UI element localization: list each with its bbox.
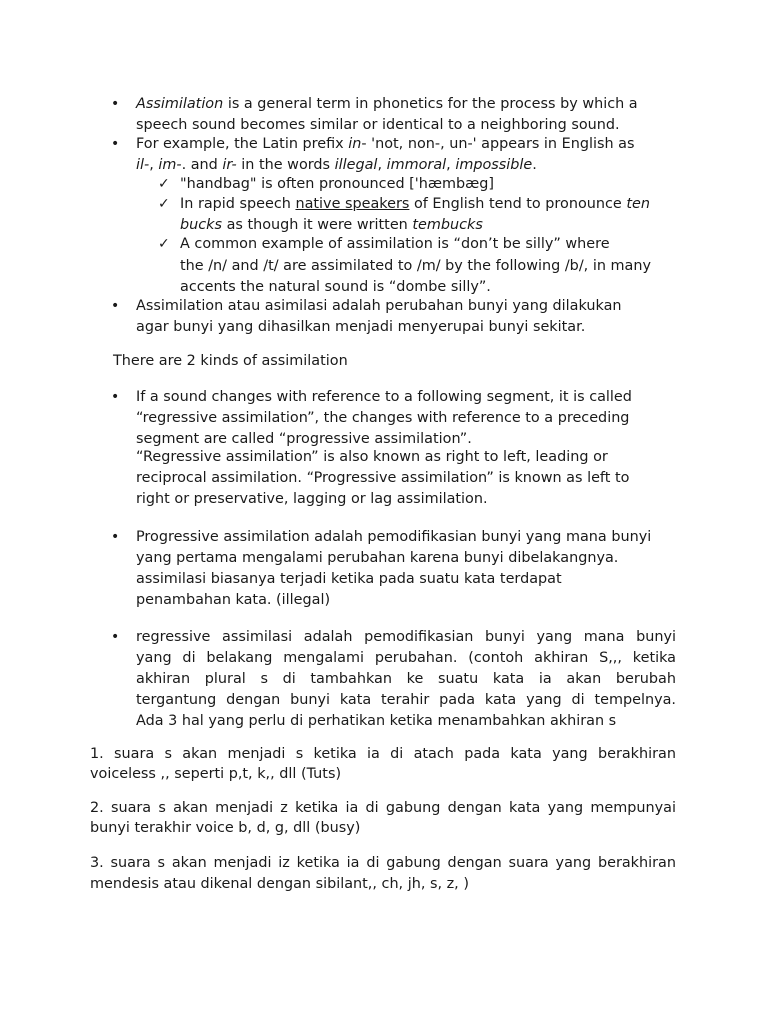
bullet-4-line-5: reciprocal assimilation. “Progressive assimilation” is known as left to bbox=[136, 470, 630, 486]
bullet-marker: • bbox=[111, 629, 120, 645]
bullet-4-line-4: “Regressive assimilation” is also known as right to left, leading or bbox=[136, 449, 608, 465]
bullet-marker: • bbox=[111, 96, 120, 112]
bullet-4-line-6: right or preservative, lagging or lag assimilation. bbox=[136, 491, 488, 507]
check-item-2-line-1: In rapid speech native speakers of English tend to pronounce ten bbox=[180, 196, 650, 212]
bullet-marker: • bbox=[111, 136, 120, 152]
bullet-4-line-3: segment are called “progressive assimilation”. bbox=[136, 431, 472, 447]
kinds-paragraph: There are 2 kinds of assimilation bbox=[113, 353, 348, 369]
numbered-3-line-1: 3. suara s akan menjadi iz ketika ia di gabung dengan suara yang berakhiran bbox=[90, 855, 676, 871]
check-icon: ✓ bbox=[158, 176, 170, 192]
numbered-1-line-1: 1. suara s akan menjadi s ketika ia di atach pada kata yang berakhiran bbox=[90, 746, 676, 762]
bullet-6-line-3: akhiran plural s di tambahkan ke suatu kata ia akan berubah bbox=[136, 671, 676, 687]
bullet-5-line-1: Progressive assimilation adalah pemodifikasian bunyi yang mana bunyi bbox=[136, 529, 652, 545]
numbered-1-line-2: voiceless ,, seperti p,t, k,, dll (Tuts) bbox=[90, 766, 342, 782]
bullet-2-line-2: il-, im-. and ir- in the words illegal, immoral, impossible. bbox=[136, 157, 537, 173]
bullet-marker: • bbox=[111, 298, 120, 314]
check-item-3-line-1: A common example of assimilation is “don’t be silly” where bbox=[180, 236, 610, 252]
check-item-3-line-3: accents the natural sound is “dombe silly”. bbox=[180, 279, 491, 295]
bullet-1-line-1: Assimilation is a general term in phonetics for the process by which a bbox=[136, 96, 638, 112]
check-icon: ✓ bbox=[158, 196, 170, 212]
bullet-2-line-1: For example, the Latin prefix in- 'not, non-, un-' appears in English as bbox=[136, 136, 635, 152]
numbered-3-line-2: mendesis atau dikenal dengan sibilant,, ch, jh, s, z, ) bbox=[90, 876, 469, 892]
bullet-marker: • bbox=[111, 389, 120, 405]
bullet-4-line-1: If a sound changes with reference to a following segment, it is called bbox=[136, 389, 632, 405]
term-assimilation: Assimilation bbox=[136, 96, 224, 112]
bullet-5-line-2: yang pertama mengalami perubahan karena bunyi dibelakangnya. bbox=[136, 550, 619, 566]
bullet-4-line-2: “regressive assimilation”, the changes with reference to a preceding bbox=[136, 410, 630, 426]
bullet-marker: • bbox=[111, 529, 120, 545]
bullet-3-line-2: agar bunyi yang dihasilkan menjadi menyerupai bunyi sekitar. bbox=[136, 319, 586, 335]
bullet-6-line-4: tergantung dengan bunyi kata terahir pada kata yang di tempelnya. bbox=[136, 692, 676, 708]
numbered-2-line-1: 2. suara s akan menjadi z ketika ia di gabung dengan kata yang mempunyai bbox=[90, 800, 676, 816]
check-item-3-line-2: the /n/ and /t/ are assimilated to /m/ by the following /b/, in many bbox=[180, 258, 651, 274]
check-item-2-line-2: bucks as though it were written tembucks bbox=[180, 217, 483, 233]
bullet-6-line-1: regressive assimilasi adalah pemodifikasian bunyi yang mana bunyi bbox=[136, 629, 676, 645]
bullet-6-line-5: Ada 3 hal yang perlu di perhatikan ketika menambahkan akhiran s bbox=[136, 713, 617, 729]
bullet-6-line-2: yang di belakang mengalami perubahan. (contoh akhiran S,,, ketika bbox=[136, 650, 676, 666]
bullet-5-line-3: assimilasi biasanya terjadi ketika pada suatu kata terdapat bbox=[136, 571, 562, 587]
check-item-1: "handbag" is often pronounced ['hæmbæg] bbox=[180, 176, 495, 192]
native-speakers-link[interactable]: native speakers bbox=[295, 196, 410, 212]
numbered-2-line-2: bunyi terakhir voice b, d, g, dll (busy) bbox=[90, 820, 361, 836]
bullet-1-line-2: speech sound becomes similar or identical to a neighboring sound. bbox=[136, 117, 620, 133]
check-icon: ✓ bbox=[158, 236, 170, 252]
bullet-5-line-4: penambahan kata. (illegal) bbox=[136, 592, 331, 608]
bullet-3-line-1: Assimilation atau asimilasi adalah perubahan bunyi yang dilakukan bbox=[136, 298, 622, 314]
